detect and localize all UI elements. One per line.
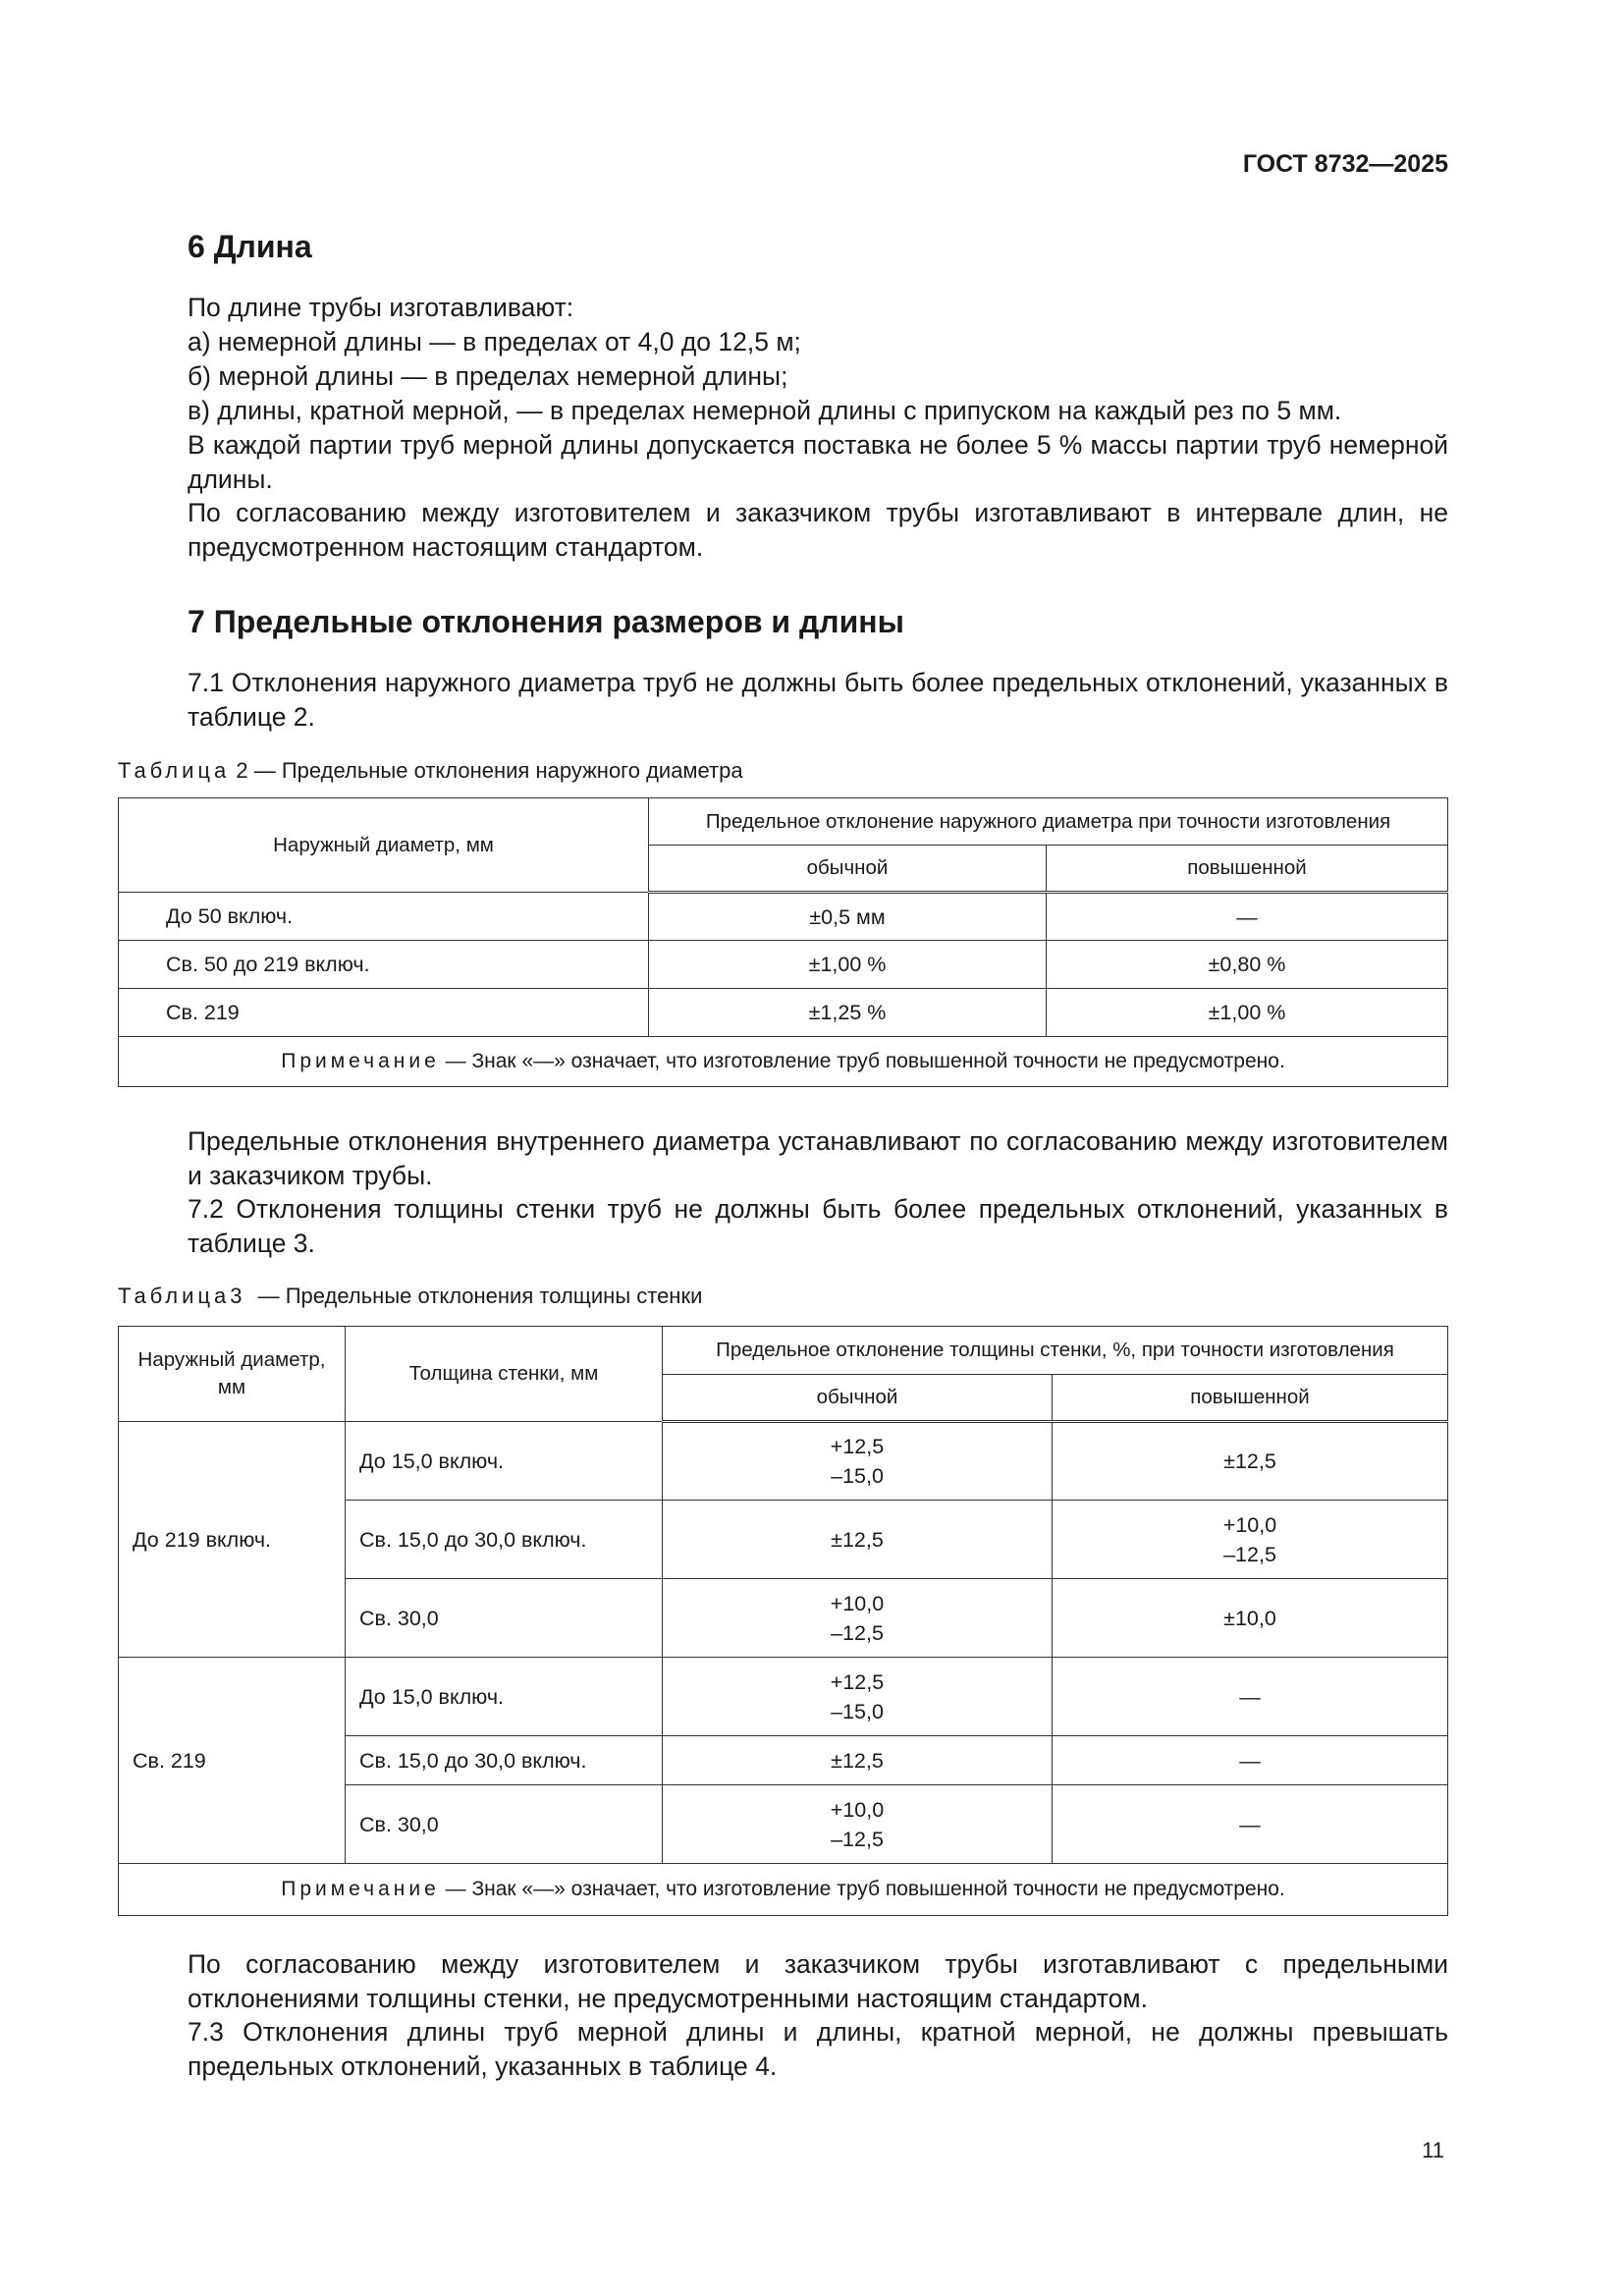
length-item-b: б) мерной длины — в пределах немерной длины; xyxy=(188,361,788,391)
table-cell xyxy=(663,1736,1053,1785)
paragraph-partial-length xyxy=(118,428,1448,497)
paragraph-partial-length-text: В каждой партии труб мерной длины допускается поставка не более 5 % массы партии труб немерной длины. xyxy=(188,430,1448,494)
cell-line: +12,5 xyxy=(830,1435,885,1458)
table-cell xyxy=(1053,1785,1448,1864)
paragraph-wall-agreement xyxy=(118,1947,1448,2016)
table-cell xyxy=(1053,1501,1448,1579)
table-3-note xyxy=(119,1864,1448,1916)
table-cell xyxy=(663,1658,1053,1736)
paragraph-length-agreement-text: По согласованию между изготовителем и заказчиком трубы изготавливают в интервале длин, не предусмотренном настоящим стандартом. xyxy=(188,498,1448,562)
page-number: 11 xyxy=(1422,2138,1444,2162)
cell-line: –15,0 xyxy=(831,1464,884,1488)
table-2-caption xyxy=(118,758,743,784)
section-7-title: 7 Предельные отклонения размеров и длины xyxy=(188,604,904,639)
table-3-header-diameter: Наружный диаметр, мм xyxy=(119,1327,346,1422)
table-row: До 50 включ. xyxy=(119,893,649,941)
cell-line: — xyxy=(1239,1812,1261,1836)
standard-code: ГОСТ 8732—2025 xyxy=(1242,150,1448,178)
table-cell: ±1,25 % xyxy=(649,989,1047,1037)
table-cell xyxy=(1053,1422,1448,1501)
cell-line: ±12,5 xyxy=(831,1748,884,1773)
table-2-header-normal: обычной xyxy=(649,846,1047,893)
table-3-header-wall: Толщина стенки, мм xyxy=(346,1327,663,1422)
paragraph-wall-agreement-text: По согласованию между изготовителем и заказчиком трубы изготавливают с предельными отклонениями толщины стенки, не предусмотренными настоящим стандартом. xyxy=(188,1949,1448,2013)
table-row: Св. 30,0 xyxy=(346,1579,663,1658)
paragraph-length-agreement xyxy=(118,496,1448,565)
table-3-header-group: Предельное отклонение толщины стенки, %, при точности изготовления xyxy=(663,1327,1448,1375)
table-3 xyxy=(118,1326,1448,1916)
table-2-note xyxy=(119,1037,1448,1087)
table-cell: ±0,5 мм xyxy=(649,893,1047,941)
table-3-header-normal: обычной xyxy=(663,1375,1053,1422)
cell-line: ±10,0 xyxy=(1223,1606,1276,1630)
table-row: До 15,0 включ. xyxy=(346,1422,663,1501)
table-3-caption xyxy=(118,1284,702,1309)
table-row: Св. 15,0 до 30,0 включ. xyxy=(346,1501,663,1579)
table-cell: ±1,00 % xyxy=(649,941,1047,989)
table-3-header-high: повышенной xyxy=(1053,1375,1448,1422)
cell-line: +10,0 xyxy=(1222,1512,1277,1537)
section-6-intro: По длине трубы изготавливают: xyxy=(188,293,574,322)
table-3-caption-text: — Предельные отклонения толщины стенки xyxy=(251,1284,703,1308)
table-row: Св. 30,0 xyxy=(346,1785,663,1864)
table-2-caption-label: Таблица xyxy=(118,758,231,783)
cell-line: –15,0 xyxy=(831,1699,884,1723)
table-3-caption-label: Таблица xyxy=(118,1284,231,1308)
table-cell xyxy=(663,1579,1053,1658)
paragraph-7-1-text: 7.1 Отклонения наружного диаметра труб не должны быть более предельных отклонений, указанных в таблице 2. xyxy=(188,668,1448,732)
table-3-group-diameter: До 219 включ. xyxy=(119,1422,346,1658)
table-cell: ±0,80 % xyxy=(1047,941,1448,989)
cell-line: ±12,5 xyxy=(1223,1449,1276,1473)
table-2-header-diameter: Наружный диаметр, мм xyxy=(119,798,649,893)
table-3-group-diameter: Св. 219 xyxy=(119,1658,346,1864)
cell-line: –12,5 xyxy=(831,1620,884,1645)
section-6-title: 6 Длина xyxy=(188,229,312,264)
table-3-note-text: — Знак «—» означает, что изготовление труб повышенной точности не предусмотрено. xyxy=(439,1878,1285,1900)
table-2-note-label: Примечание xyxy=(281,1050,440,1072)
table-row: До 15,0 включ. xyxy=(346,1658,663,1736)
paragraph-7-2-text: 7.2 Отклонения толщины стенки труб не должны быть более предельных отклонений, указанных в таблице 3. xyxy=(188,1194,1448,1258)
cell-line: –12,5 xyxy=(1223,1542,1276,1566)
table-cell xyxy=(663,1422,1053,1501)
paragraph-7-1 xyxy=(118,666,1448,735)
table-cell: ±1,00 % xyxy=(1047,989,1448,1037)
table-row: Св. 219 xyxy=(119,989,649,1037)
cell-line: –12,5 xyxy=(831,1827,884,1851)
table-3-note-label: Примечание xyxy=(281,1878,440,1900)
table-row: Св. 15,0 до 30,0 включ. xyxy=(346,1736,663,1785)
table-2 xyxy=(118,797,1448,1087)
cell-line: ±12,5 xyxy=(831,1527,884,1552)
length-item-a: а) немерной длины — в пределах от 4,0 до 12,5 м; xyxy=(188,327,801,356)
table-2-caption-text: 2 — Предельные отклонения наружного диаметра xyxy=(230,758,743,783)
table-2-header-high: повышенной xyxy=(1047,846,1448,893)
table-cell xyxy=(663,1785,1053,1864)
cell-line: — xyxy=(1239,1684,1261,1709)
table-cell xyxy=(1053,1736,1448,1785)
paragraph-7-2 xyxy=(118,1192,1448,1261)
cell-line: +10,0 xyxy=(830,1591,885,1615)
table-3-caption-num: 3 xyxy=(230,1284,243,1308)
table-cell xyxy=(663,1501,1053,1579)
paragraph-7-3-text: 7.3 Отклонения длины труб мерной длины и длины, кратной мерной, не должны превышать предельных отклонений, указанных в таблице 4. xyxy=(188,2017,1448,2081)
table-row: Св. 50 до 219 включ. xyxy=(119,941,649,989)
table-cell xyxy=(1053,1658,1448,1736)
length-item-c: в) длины, кратной мерной, — в пределах немерной длины с припуском на каждый рез по 5 мм. xyxy=(188,396,1342,425)
cell-line: +10,0 xyxy=(830,1797,885,1822)
table-cell xyxy=(1053,1579,1448,1658)
paragraph-7-3 xyxy=(118,2015,1448,2084)
paragraph-inner-diameter-text: Предельные отклонения внутреннего диаметра устанавливают по согласованию между изготовителем и заказчиком трубы. xyxy=(188,1126,1448,1190)
cell-line: — xyxy=(1239,1748,1261,1773)
cell-line: +12,5 xyxy=(830,1669,885,1694)
table-cell: — xyxy=(1047,893,1448,941)
paragraph-inner-diameter xyxy=(118,1124,1448,1193)
table-2-note-text: — Знак «—» означает, что изготовление труб повышенной точности не предусмотрено. xyxy=(439,1050,1285,1072)
table-2-header-group: Предельное отклонение наружного диаметра при точности изготовления xyxy=(649,798,1448,846)
